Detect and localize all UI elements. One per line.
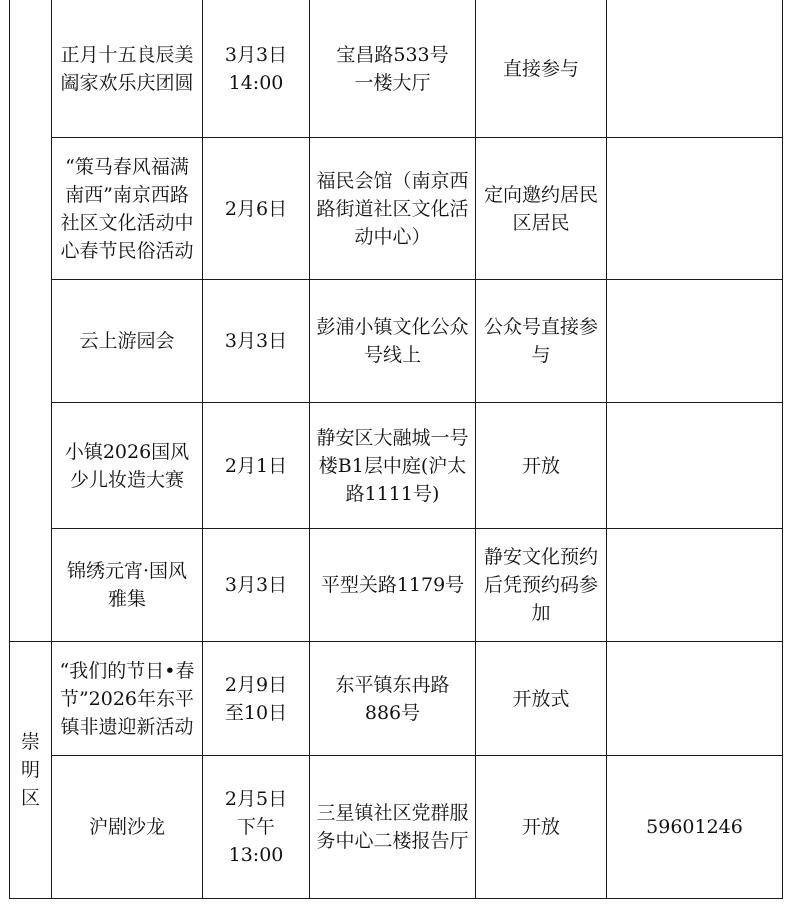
table-row <box>10 403 783 529</box>
event-name-cell: 云上游园会 <box>52 280 203 403</box>
event-table <box>9 0 783 899</box>
contact-cell <box>607 403 783 529</box>
event-location-cell: 福民会馆（南京西路街道社区文化活动中心） <box>310 138 476 280</box>
event-name-cell: “策马春风福满南西”南京西路社区文化活动中心春节民俗活动 <box>52 138 203 280</box>
contact-cell <box>607 138 783 280</box>
participation-cell: 开放 <box>476 756 607 899</box>
table-row <box>10 642 783 756</box>
contact-cell <box>607 642 783 756</box>
district-name: 崇明区 <box>20 731 40 809</box>
table-row <box>10 756 783 899</box>
table-row <box>10 0 783 138</box>
event-name-cell: 锦绣元宵·国风雅集 <box>52 529 203 642</box>
event-name-cell: 正月十五良辰美 阖家欢乐庆团圆 <box>52 0 203 138</box>
table-row <box>10 280 783 403</box>
event-name-cell: “我们的节日•春节”2026年东平镇非遗迎新活动 <box>52 642 203 756</box>
location-line: 东平镇东冉路 886号 <box>335 673 450 724</box>
event-date-cell <box>203 756 310 899</box>
contact-cell <box>607 0 783 138</box>
table-row <box>10 138 783 280</box>
participation-cell: 公众号直接参与 <box>476 280 607 403</box>
event-date-cell <box>203 642 310 756</box>
event-date-cell <box>203 0 310 138</box>
event-date-cell: 2月1日 <box>203 403 310 529</box>
participation-cell: 开放 <box>476 403 607 529</box>
district-cell <box>10 0 52 642</box>
contact-cell <box>607 280 783 403</box>
event-location-cell <box>310 642 476 756</box>
district-cell <box>10 642 52 899</box>
participation-cell: 直接参与 <box>476 0 607 138</box>
event-location-cell: 平型关路1179号 <box>310 529 476 642</box>
event-name-cell: 小镇2026国风少儿妆造大赛 <box>52 403 203 529</box>
event-name-cell: 沪剧沙龙 <box>52 756 203 899</box>
participation-cell: 开放式 <box>476 642 607 756</box>
contact-cell <box>607 529 783 642</box>
event-location-cell: 彭浦小镇文化公众号线上 <box>310 280 476 403</box>
event-location-cell: 三星镇社区党群服务中心二楼报告厅 <box>310 756 476 899</box>
event-date-cell: 3月3日 <box>203 280 310 403</box>
event-date-cell: 3月3日 <box>203 529 310 642</box>
participation-cell: 定向邀约居民区居民 <box>476 138 607 280</box>
event-location-cell <box>310 0 476 138</box>
table-row <box>10 529 783 642</box>
event-date-cell: 2月6日 <box>203 138 310 280</box>
date-line: 2月9日 至10日 <box>224 673 288 724</box>
event-location-cell: 静安区大融城一号楼B1层中庭(沪太路1111号) <box>310 403 476 529</box>
contact-cell: 59601246 <box>607 756 783 899</box>
participation-cell: 静安文化预约后凭预约码参加 <box>476 529 607 642</box>
date-line: 3月3日 14:00 <box>224 43 288 94</box>
date-line: 2月5日 下午 13:00 <box>224 788 288 866</box>
location-line: 宝昌路533号 一楼大厅 <box>336 43 449 94</box>
